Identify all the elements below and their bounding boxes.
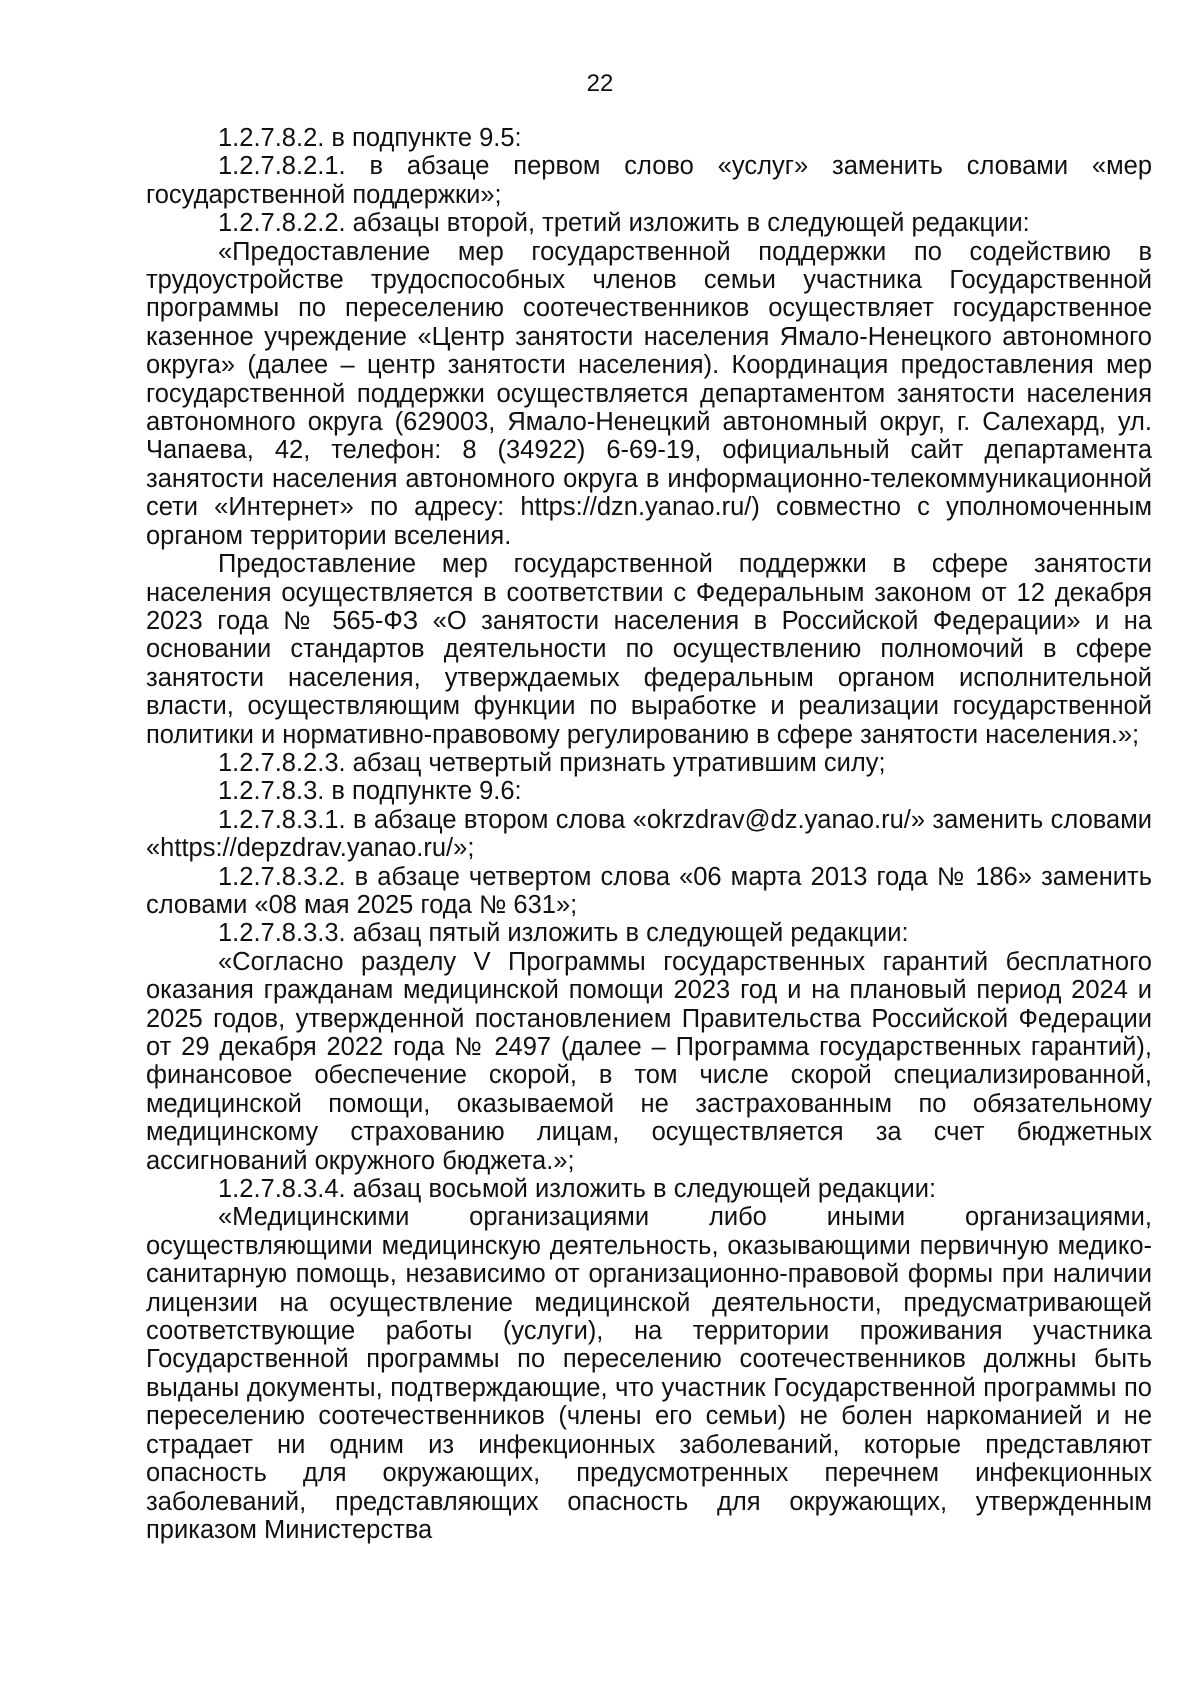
document-body	[146, 124, 1152, 1544]
paragraph-1-2-7-8-2-3: 1.2.7.8.2.3. абзац четвертый признать утратившим силу;	[218, 748, 886, 777]
paragraph-1-2-7-8-3-4: 1.2.7.8.3.4. абзац восьмой изложить в следующей редакции:	[218, 1175, 937, 1204]
paragraph-1-2-7-8-3-3: 1.2.7.8.3.3. абзац пятый изложить в следующей редакции:	[218, 919, 909, 948]
paragraph-quote-state-guarantees: «Согласно разделу V Программы государственных гарантий бесплатного оказания гражданам медицинской помощи 2023 год и на плановый период 2024 и 2025 годов, утвержденной постановлением Правительства Российской Федерации от 29 декабря 2022 года № 2497 (далее – Программа государственных гарантий), финансовое обеспечение скорой, в том числе скорой специализированной, медицинской помощи, оказываемой не застрахованным по обязательному медицинскому страхованию лицам, осуществляется за счет бюджетных ассигнований окружного бюджета.»;	[146, 947, 1152, 1175]
paragraph-1-2-7-8-3: 1.2.7.8.3. в подпункте 9.6:	[218, 777, 522, 806]
paragraph-1-2-7-8-2: 1.2.7.8.2. в подпункте 9.5:	[218, 124, 522, 152]
paragraph-quote-medical-organizations: «Медицинскими организациями либо иными организациями, осуществляющими медицинскую деятельность, оказывающими первичную медико-санитарную помощь, независимо от организационно-правовой формы при наличии лицензии на осуществление медицинской деятельности, предусматривающей соответствующие работы (услуги), на территории проживания участника Государственной программы по переселению соотечественников должны быть выданы документы, подтверждающие, что участник Государственной программы по переселению соотечественников (члены его семьи) не болен наркоманией и не страдает ни одним из инфекционных заболеваний, которые представляют опасность для окружающих, предусмотренных перечнем инфекционных заболеваний, представляющих опасность для окружающих, утвержденным приказом Министерства	[146, 1203, 1152, 1544]
paragraph-quote-employment-support: «Предоставление мер государственной поддержки по содействию в трудоустройстве трудоспособных членов семьи участника Государственной программы по переселению соотечественников осуществляет государственное казенное учреждение «Центр занятости населения Ямало-Ненецкого автономного округа» (далее – центр занятости населения). Координация предоставления мер государственной поддержки осуществляется департаментом занятости населения автономного округа (629003, Ямало-Ненецкий автономный округ, г. Салехард, ул. Чапаева, 42, телефон: 8 (34922) 6-69-19, официальный сайт департамента занятости населения автономного округа в информационно-телекоммуникационной сети «Интернет» по адресу: https://dzn.yanao.ru/) совместно с уполномоченным органом территории вселения.	[146, 237, 1152, 550]
paragraph-employment-federal-law: Предоставление мер государственной поддержки в сфере занятости населения осуществляется в соответствии с Федеральным законом от 12 декабря 2023 года № 565-ФЗ «О занятости населения в Российской Федерации» и на основании стандартов деятельности по осуществлению полномочий в сфере занятости населения, утверждаемых федеральным органом исполнительной власти, осуществляющим функции по выработке и реализации государственной политики и нормативно-правовому регулированию в сфере занятости населения.»;	[146, 550, 1152, 749]
paragraph-1-2-7-8-3-2: 1.2.7.8.3.2. в абзаце четвертом слова «06 марта 2013 года № 186» заменить словами «08 мая 2025 года № 631»;	[146, 862, 1152, 919]
paragraph-1-2-7-8-3-1: 1.2.7.8.3.1. в абзаце втором слова «okrzdrav@dz.yanao.ru/» заменить словами «https://depzdrav.yanao.ru/»;	[146, 805, 1152, 863]
paragraph-1-2-7-8-2-1: 1.2.7.8.2.1. в абзаце первом слово «услуг» заменить словами «мер государственной поддержки»;	[146, 152, 1152, 209]
page-number: 22	[586, 70, 614, 97]
paragraph-1-2-7-8-2-2: 1.2.7.8.2.2. абзацы второй, третий изложить в следующей редакции:	[218, 209, 1030, 238]
